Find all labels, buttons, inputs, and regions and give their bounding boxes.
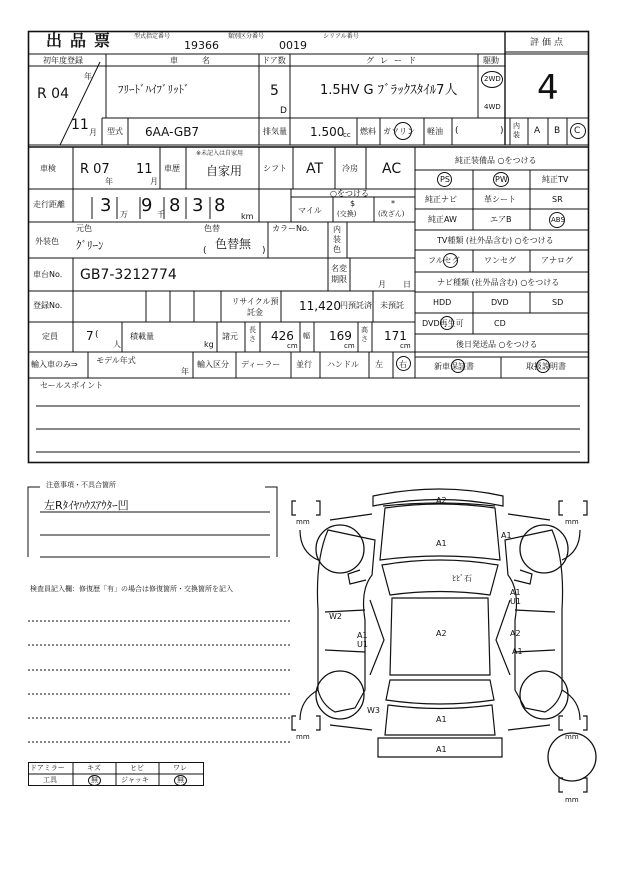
inspection-year: R 07 xyxy=(80,162,110,177)
mark-windshield: ﾋﾋﾞ石 xyxy=(452,574,472,583)
fuel-label: 燃料 xyxy=(360,127,376,136)
length-unit: cm xyxy=(287,342,298,350)
navi-dvd-play-circle-mark xyxy=(440,316,454,330)
model-year-label: モデル年式 xyxy=(96,356,136,365)
mileage-unit-man: 万 xyxy=(120,210,128,219)
color-paren-open: ( xyxy=(203,246,207,256)
mileage-digit-5: 8 xyxy=(214,195,226,216)
color-change-label: 色替 xyxy=(204,224,220,233)
interior-grade-c: C xyxy=(574,126,581,136)
doors-value: 5 xyxy=(270,83,279,99)
inspection-month-unit: 月 xyxy=(150,177,158,186)
drive-label: 駆動 xyxy=(483,56,499,65)
chassis-label: 車台No. xyxy=(33,270,63,279)
class-no-label: 類別区分番号 xyxy=(228,33,265,40)
form-title: 出品票 xyxy=(46,31,119,50)
mileage-mark-note: ○をつける xyxy=(330,189,369,198)
mark-front-bumper: A2 xyxy=(436,496,447,505)
interior-label: 内装 xyxy=(513,122,520,139)
mark-hood: A1 xyxy=(436,539,447,548)
handle-right-circle-mark xyxy=(396,356,411,371)
height-unit: cm xyxy=(400,342,411,350)
model-type-value: 6AA-GB7 xyxy=(145,125,200,139)
interior-color-label: 内装色 xyxy=(333,225,341,254)
mileage-unit-sen: 千 xyxy=(157,210,165,219)
color-code-label: カラーNo. xyxy=(272,224,310,233)
notes-title: 注意事項・不具合箇所 xyxy=(46,481,116,489)
month-unit: 月 xyxy=(89,128,97,137)
mark-rr-qtr: A1 xyxy=(512,647,523,656)
tools-label: 工具 xyxy=(43,776,57,784)
interior-grade-c-circle-mark xyxy=(570,123,586,139)
tools-header-break: ワレ xyxy=(173,764,187,772)
class-no: 0019 xyxy=(279,39,307,52)
shift-value: AT xyxy=(306,161,324,177)
inspector-note: 検査員記入欄：修復歴「有」の場合は修復箇所・交換箇所を記入 xyxy=(30,585,233,593)
year-unit: 年 xyxy=(84,72,92,81)
equip-pw: PW xyxy=(495,175,508,184)
mileage-digit-3: 8 xyxy=(169,195,181,216)
import-dealer: ディーラー xyxy=(241,360,281,369)
capacity-label: 定員 xyxy=(42,332,58,341)
capacity-value: 7 xyxy=(86,329,94,343)
inspection-year-unit: 年 xyxy=(105,177,113,186)
reg-no-label: 登録No. xyxy=(33,301,63,310)
equip-aw: 純正AW xyxy=(428,215,457,224)
tv-fullseg-circle-mark xyxy=(443,253,458,268)
equip-ps-circle-mark xyxy=(437,172,452,187)
import-parallel: 並行 xyxy=(296,360,312,369)
height-value: 171 xyxy=(384,329,407,343)
import-type-label: 輸入区分 xyxy=(197,360,229,369)
doors-label: ドア数 xyxy=(262,56,286,65)
width-label: 幅 xyxy=(303,332,310,340)
mark-rf-door-a: A1 xyxy=(510,588,521,597)
history-label: 車歴 xyxy=(164,164,180,173)
jack-label: ジャッキ xyxy=(121,776,149,784)
recycle-unpaid: 未預託 xyxy=(380,301,404,310)
fuel-gasoline-circle-mark xyxy=(394,122,412,140)
handle-left: 左 xyxy=(375,360,383,369)
jack-value: 無 xyxy=(177,776,184,784)
fuel-other-open: ( xyxy=(455,126,459,136)
mileage-label: 走行距離 xyxy=(33,200,65,209)
model-year-unit: 年 xyxy=(181,367,189,376)
navi-title: ナビ種類 (社外品含む) ○をつける xyxy=(437,278,560,287)
grade-value: 1.5HV G ﾌﾞﾗｯｸｽﾀｲﾙ7人 xyxy=(320,83,458,98)
serial-label: シリアル番号 xyxy=(323,33,359,40)
interior-grade-a: A xyxy=(534,126,541,136)
width-value: 169 xyxy=(329,329,352,343)
navi-dvd: DVD xyxy=(491,298,509,307)
tools-value-circle-mark xyxy=(88,775,101,786)
handle-right: 右 xyxy=(399,360,407,369)
sales-point-label: セールスポイント xyxy=(40,381,104,390)
orig-color-label: 元色 xyxy=(76,224,92,233)
mark-left-w3: W3 xyxy=(367,706,380,715)
model-type-label: 型式 xyxy=(107,127,123,136)
mileage-digit-4: 3 xyxy=(192,195,204,216)
car-name-label: 車名 xyxy=(170,56,234,65)
exterior-color-label: 外装色 xyxy=(35,237,59,246)
navi-hdd: HDD xyxy=(433,298,452,307)
mark-lf-door-u: U1 xyxy=(357,640,368,649)
cooler-value: AC xyxy=(382,161,402,177)
mileage-digit-2: 9 xyxy=(141,195,153,216)
tv-fullseg: フルセグ xyxy=(428,256,460,265)
recycle-label: リサイクル預託金 xyxy=(231,297,279,317)
tire-fl-unit: mm xyxy=(296,518,310,526)
equip-sr: SR xyxy=(552,195,563,204)
navi-cd: CD xyxy=(494,319,506,328)
later-manual-circle-mark xyxy=(536,359,550,373)
equip-abs-circle-mark xyxy=(549,212,565,228)
tv-analog: アナログ xyxy=(541,256,573,265)
tire-fr-unit: mm xyxy=(565,518,579,526)
capacity-paren: ( xyxy=(95,330,99,340)
mileage-unit: km xyxy=(241,212,254,221)
tire-spare-unit: mm xyxy=(565,796,579,804)
equip-pw-circle-mark xyxy=(493,172,509,187)
tv-title: TV種類 (社外品含む) ○をつける xyxy=(437,236,554,245)
car-name-value: ﾌﾘｰﾄﾞﾊｲﾌﾞﾘｯﾄﾞ xyxy=(118,83,190,96)
height-label: 高さ xyxy=(361,326,368,343)
dims-label: 諸元 xyxy=(222,332,238,341)
drive-2wd-circle-mark xyxy=(481,71,503,88)
mileage-opt-mile: マイル xyxy=(298,206,322,215)
jack-value-circle-mark xyxy=(174,775,187,786)
color-change-value: 色替無 xyxy=(215,237,252,251)
import-label: 輸入車のみ⇒ xyxy=(31,360,78,369)
mark-rr-door: A2 xyxy=(510,629,521,638)
displacement-unit: cc xyxy=(343,131,351,139)
mark-roof: A2 xyxy=(436,629,447,638)
later-warranty: 新車保証書 xyxy=(434,362,474,371)
model-no: 19366 xyxy=(184,39,219,52)
length-value: 426 xyxy=(271,329,294,343)
history-note: ※未記入は自家用 xyxy=(196,150,244,157)
color-paren-close: ) xyxy=(262,246,266,256)
mileage-opt-tamper: (改ざん) xyxy=(378,210,405,218)
score-label: 評価点 xyxy=(530,38,567,48)
equip-title: 純正装備品 ○をつける xyxy=(455,156,537,165)
displacement-value: 1.500 xyxy=(310,125,345,139)
load-unit: kg xyxy=(204,340,214,349)
first-reg-month: 11 xyxy=(71,117,89,133)
tire-rr-unit: mm xyxy=(565,733,579,741)
tv-oneseg: ワンセグ xyxy=(484,256,516,265)
first-reg-label: 初年度登録 xyxy=(43,56,83,65)
mileage-opt-exchange-sym: $ xyxy=(350,199,356,208)
model-no-label: 型式指定番号 xyxy=(134,33,171,40)
fuel-other-close: ) xyxy=(500,126,504,136)
history-value: 自家用 xyxy=(206,164,243,178)
load-label: 積載量 xyxy=(130,332,154,341)
equip-leather: 革シート xyxy=(484,195,516,204)
mark-rf-door-u: U1 xyxy=(510,597,521,606)
capacity-unit: 人 xyxy=(113,340,121,349)
transfer-day: 日 xyxy=(403,280,411,289)
fuel-light: 軽油 xyxy=(427,127,443,136)
inspection-month: 11 xyxy=(136,162,153,177)
recycle-amount: 11,420 xyxy=(299,299,341,313)
mark-left-w2: W2 xyxy=(329,612,342,621)
tools-value: 無 xyxy=(91,776,98,784)
interior-grade-b: B xyxy=(554,126,561,136)
tire-rl-unit: mm xyxy=(296,733,310,741)
grade-label: グレード xyxy=(366,56,422,65)
later-title: 後日発送品 ○をつける xyxy=(456,340,538,349)
equip-abs: ABS xyxy=(551,216,565,224)
navi-dvd-play: DVD再生可 xyxy=(422,319,464,328)
mileage-opt-exchange: (交換) xyxy=(337,210,357,218)
first-reg-year: R 04 xyxy=(37,86,69,102)
orig-color-value: ｸﾞﾘｰﾝ xyxy=(76,239,104,252)
transfer-label: 名変期限 xyxy=(331,264,347,284)
displacement-label: 排気量 xyxy=(263,127,287,136)
mark-rear-bumper: A1 xyxy=(436,745,447,754)
mark-right-fender: A1 xyxy=(501,531,512,540)
recycle-status: 円預託済 xyxy=(340,301,372,310)
later-manual: 取扱説明書 xyxy=(526,362,566,371)
fuel-gasoline: ガソリン xyxy=(383,127,415,136)
notes-text: 左Rﾀｲﾔﾊｳｽｱｳﾀｰ凹 xyxy=(44,499,129,512)
handle-label: ハンドル xyxy=(327,360,359,369)
mark-rear-hatch: A1 xyxy=(436,715,447,724)
score-value: 4 xyxy=(537,68,559,108)
navi-sd: SD xyxy=(552,298,564,307)
equip-ps: PS xyxy=(440,175,450,184)
equip-navi: 純正ナビ xyxy=(425,195,457,204)
width-unit: cm xyxy=(344,342,355,350)
later-warranty-circle-mark xyxy=(451,359,465,373)
tools-header-mirror: ドアミラー xyxy=(30,764,65,772)
mark-lf-door-a: A1 xyxy=(357,631,368,640)
mileage-opt-tamper-sym: * xyxy=(391,199,395,208)
chassis-value: GB7-3212774 xyxy=(80,267,177,283)
mileage-digit-1: 3 xyxy=(100,195,112,216)
drive-2wd: 2WD xyxy=(484,75,501,83)
tools-header-scratch: キズ xyxy=(87,764,101,772)
equip-airbag: エアB xyxy=(490,215,512,224)
shift-label: シフト xyxy=(263,164,287,173)
drive-4wd: 4WD xyxy=(484,103,501,111)
length-label: 長さ xyxy=(249,326,256,343)
tools-header-crack: ヒビ xyxy=(130,764,144,772)
inspection-label: 車検 xyxy=(40,164,56,173)
transfer-month: 月 xyxy=(378,280,386,289)
equip-tv: 純正TV xyxy=(542,175,569,184)
cooler-label: 冷房 xyxy=(342,164,358,173)
door-type: D xyxy=(280,106,287,116)
